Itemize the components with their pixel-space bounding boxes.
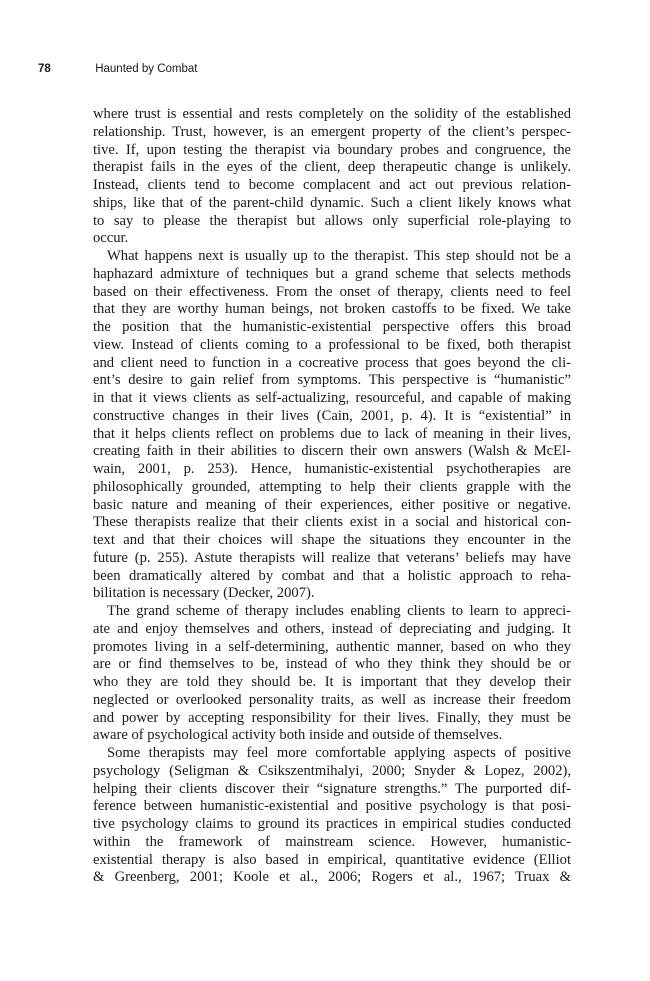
text-line: ent’s desire to gain relief from symptoms. This perspective is “humanistic” [93,372,571,389]
text-line: psychology (Seligman & Csikszentmihalyi, 2000; Snyder & Lopez, 2002), [93,762,571,779]
text-line: who they are told they should be. It is important that they develop their [93,674,571,690]
text-line: ate and enjoy themselves and others, instead of depreciating and judging. It [93,620,571,637]
text-line: tive psychology claims to ground its practices in empirical studies conducted [93,816,571,832]
text-line: constructive changes in their lives (Cain, 2001, p. 4). It is “existential” in [93,407,571,424]
text-line: creating faith in their abilities to discern their own answers (Walsh & McEl- [93,443,571,460]
text-line: future (p. 255). Astute therapists will realize that veterans’ beliefs may have [93,549,571,566]
text-line: view. Instead of clients coming to a professional to be fixed, both therapist [93,336,571,353]
text-line: philosophically grounded, attempting to help their clients grapple with the [93,478,571,495]
paragraph-first-line: What happens next is usually up to the therapist. This step should not be a [107,248,571,264]
text-line: to say to please the therapist but allows only superficial role-playing to [93,212,571,229]
text-line: and power by accepting responsibility for their lives. Finally, they must be [93,709,571,726]
text-line: relationship. Trust, however, is an emergent property of the client’s perspec- [93,123,571,140]
text-line: tive. If, upon testing the therapist via boundary probes and congruence, the [93,141,571,158]
body-text [93,106,571,887]
running-head [38,63,198,81]
page-number: 78 [38,63,51,75]
text-line: wain, 2001, p. 253). Hence, humanistic-existential psychotherapies are [93,461,571,477]
text-line: promotes living in a self-determining, authentic manner, based on who they [93,638,571,655]
text-line: helping their clients discover their “signature strengths.” The purported dif- [93,780,571,797]
running-title: Haunted by Combat [95,63,198,75]
paragraph-end-line: occur. [93,230,129,247]
text-line: existential therapy is also based in empirical, quantitative evidence (Elliot [93,851,571,868]
text-line: neglected or overlooked personality traits, as well as increase their freedom [93,691,571,708]
paragraph-end-line: aware of psychological activity both inside and outside of themselves. [93,727,503,744]
text-line: ships, like that of the parent-child dynamic. Such a client likely knows what [93,194,571,211]
text-line: ference between humanistic-existential and positive psychology is that posi- [93,798,571,815]
text-line: text and that their choices will shape the situations they encounter in the [93,532,571,548]
text-line: haphazard admixture of techniques but a grand scheme that selects methods [93,265,571,282]
text-line: and client need to function in a cocreative process that goes beyond the cli- [93,354,571,371]
text-line: been dramatically altered by combat and that a holistic approach to reha- [93,567,571,584]
text-line: in that it views clients as self-actualizing, resourceful, and capable of making [93,390,571,406]
paragraph-end-line: bilitation is necessary (Decker, 2007). [93,585,315,602]
text-line: basic nature and meaning of their experiences, either positive or negative. [93,496,571,513]
text-line: within the framework of mainstream science. However, humanistic- [93,833,571,850]
text-line: where trust is essential and rests completely on the solidity of the established [93,106,571,122]
paragraph-first-line: The grand scheme of therapy includes enabling clients to learn to appreci- [107,603,571,619]
text-line: These therapists realize that their clients exist in a social and historical con- [93,514,571,531]
text-line: are or find themselves to be, instead of who they think they should be or [93,656,571,673]
paragraph-first-line: Some therapists may feel more comfortable applying aspects of positive [107,745,571,761]
text-line: that they are worthy human beings, not broken castoffs to be fixed. We take [93,301,571,318]
text-line: & Greenberg, 2001; Koole et al., 2006; Rogers et al., 1967; Truax & [93,869,571,886]
text-line: the position that the humanistic-existential perspective offers this broad [93,319,571,335]
text-line: based on their effectiveness. From the onset of therapy, clients need to feel [93,283,571,300]
text-line: Instead, clients tend to become complacent and act out previous relation- [93,177,571,193]
text-line: therapist fails in the eyes of the client, deep therapeutic change is unlikely. [93,159,571,176]
text-line: that it helps clients reflect on problems due to lack of meaning in their lives, [93,425,571,442]
